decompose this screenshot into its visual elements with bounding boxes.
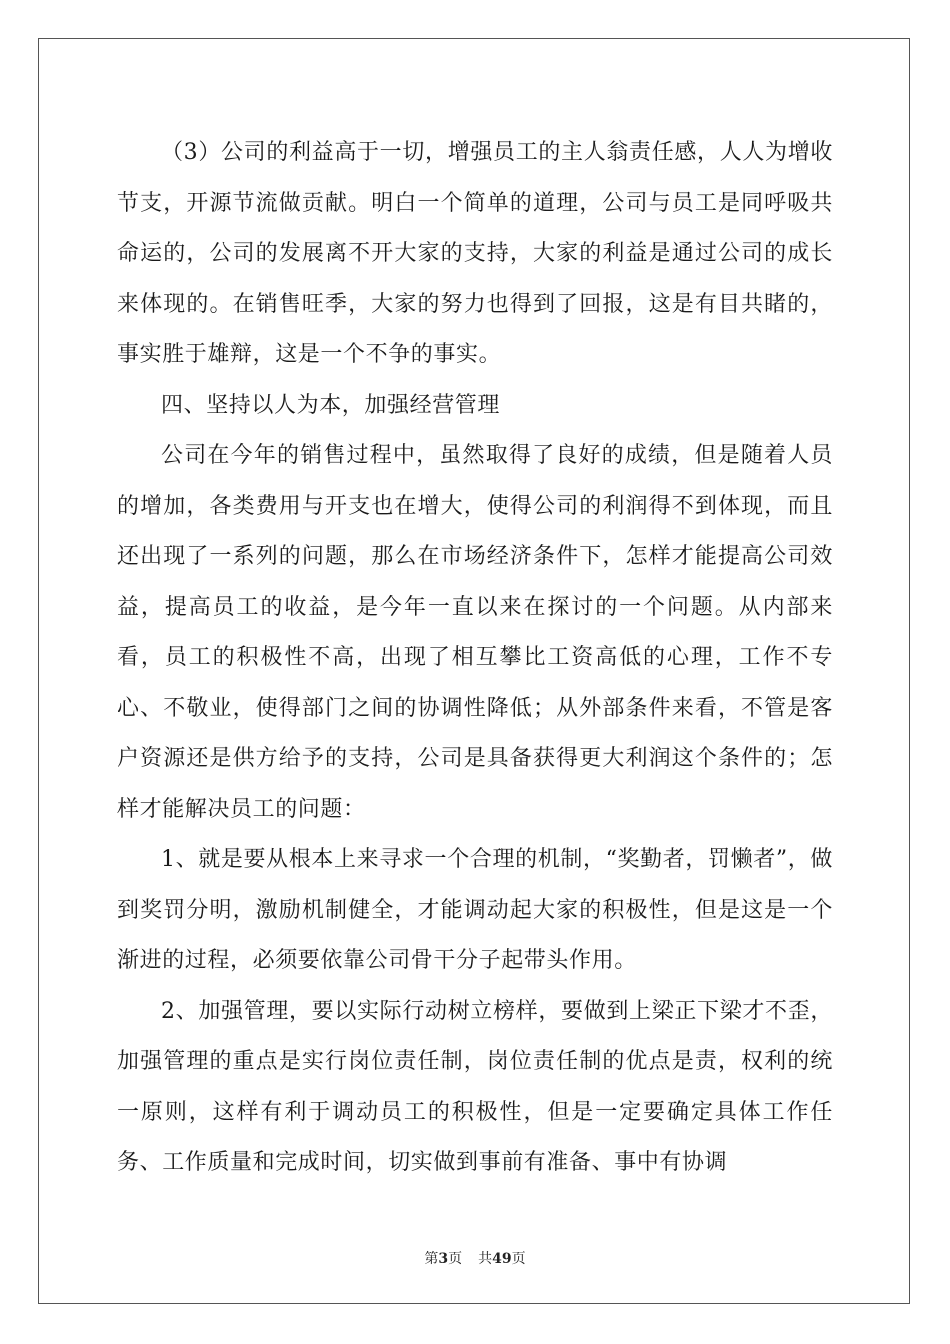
paragraph-profit-above-all: （3）公司的利益高于一切，增强员工的主人翁责任感，人人为增收节支，开源节流做贡献。明白一个简单的道理，公司与员工是同呼吸共命运的，公司的发展离不开大家的支持，大家的利益是通过公司的成长来体现的。在销售旺季，大家的努力也得到了回报，这是有目共睹的，事实胜于雄辩，这是一个不争的事实。 xyxy=(117,140,833,367)
footer-total-prefix: 共 xyxy=(478,1251,493,1267)
footer-total-pages: 49 xyxy=(492,1251,512,1267)
page-footer xyxy=(0,1248,950,1268)
footer-page-suffix: 页 xyxy=(448,1251,463,1267)
section-heading-people-oriented: 四、坚持以人为本，加强经营管理 xyxy=(161,392,501,418)
footer-page-prefix: 第 xyxy=(424,1251,439,1267)
footer-total-suffix: 页 xyxy=(511,1251,526,1267)
paragraph-management: 2、加强管理，要以实际行动树立榜样，要做到上梁正下梁才不歪，加强管理的重点是实行岗位责任制，岗位责任制的优点是责，权利的统一原则，这样有利于调动员工的积极性，但是一定要确定具体工作任务、工作质量和完成时间，切实做到事前有准备、事中有协调 xyxy=(117,998,833,1175)
document-body xyxy=(117,128,833,1189)
footer-page-number: 3 xyxy=(438,1251,449,1267)
paragraph-mechanism: 1、就是要从根本上来寻求一个合理的机制，“奖勤者，罚懒者”，做到奖罚分明，激励机制健全，才能调动起大家的积极性，但是这是一个渐进的过程，必须要依靠公司骨干分子起带头作用。 xyxy=(117,847,833,973)
paragraph-sales-problems: 公司在今年的销售过程中，虽然取得了良好的成绩，但是随着人员的增加，各类费用与开支也在增大，使得公司的利润得不到体现，而且还出现了一系列的问题，那么在市场经济条件下，怎样才能提高公司效益，提高员工的收益，是今年一直以来在探讨的一个问题。从内部来看，员工的积极性不高，出现了相互攀比工资高低的心理，工作不专心、不敬业，使得部门之间的协调性降低；从外部条件来看，不管是客户资源还是供方给予的支持，公司是具备获得更大利润这个条件的；怎样才能解决员工的问题： xyxy=(117,443,833,822)
